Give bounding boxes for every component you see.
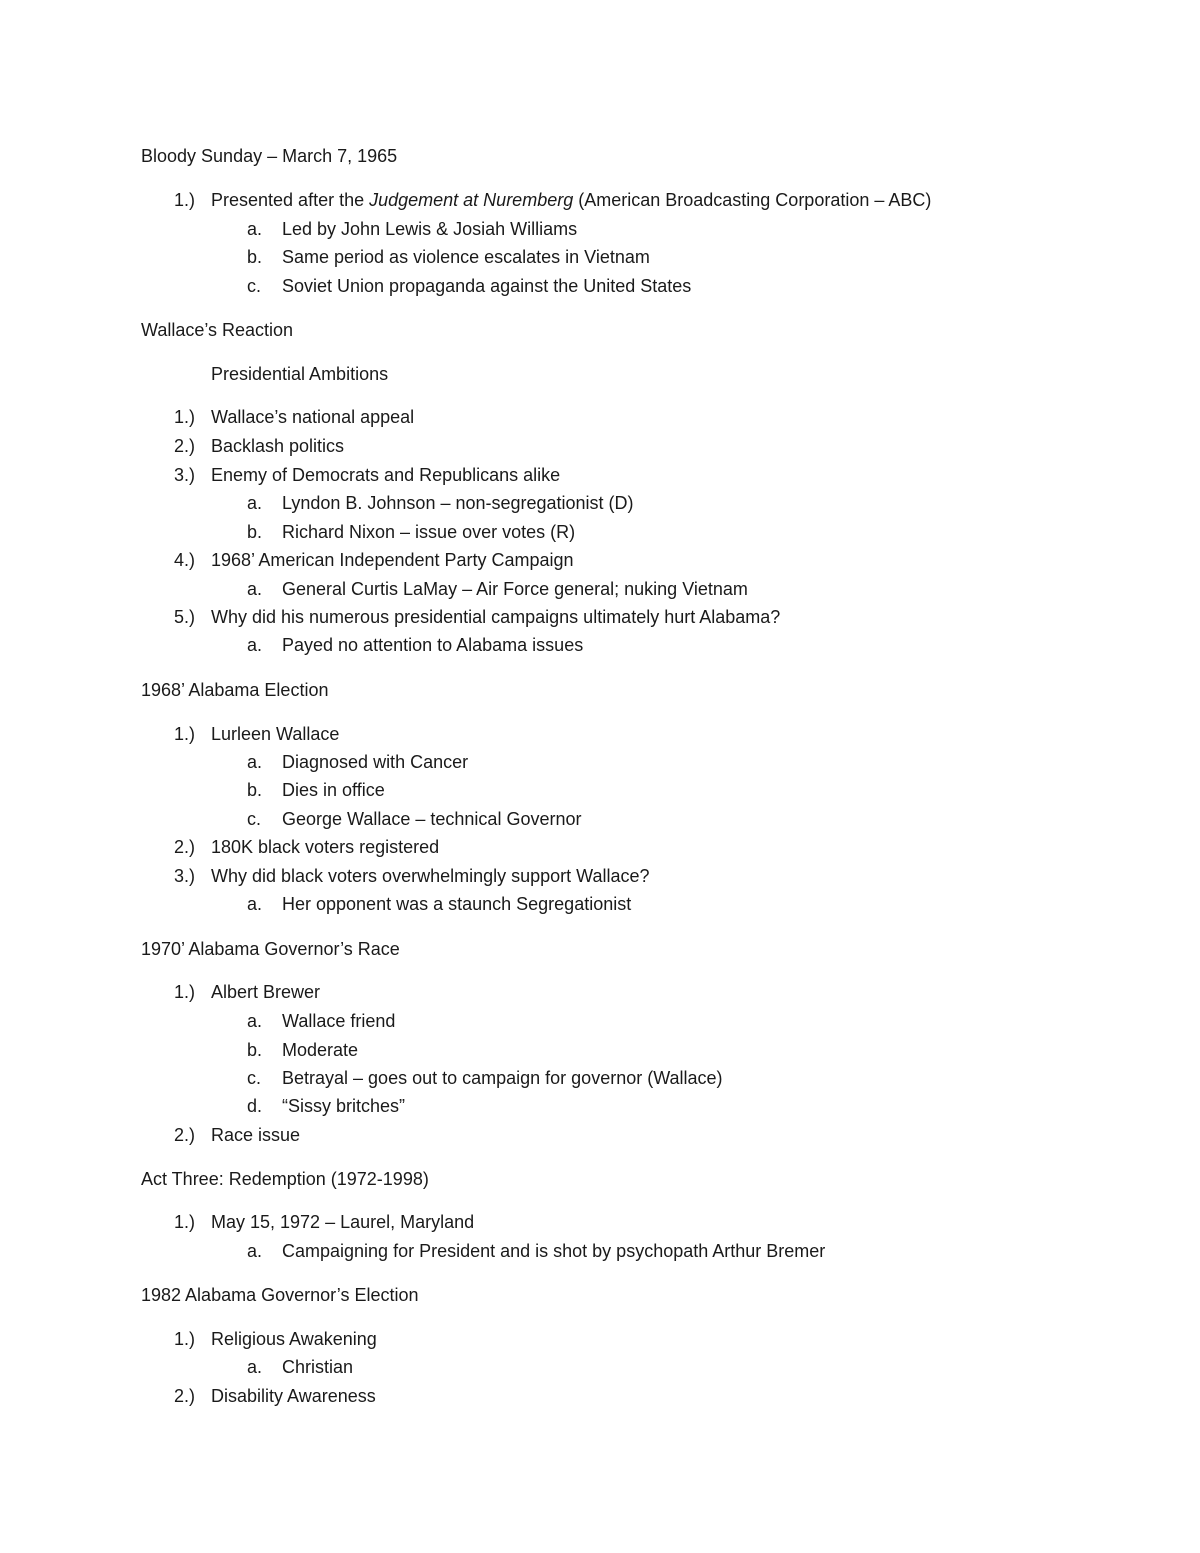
list-marker: a.	[247, 752, 263, 772]
list-text: Why did black voters overwhelmingly support Wallace?	[211, 866, 650, 886]
list-text: General Curtis LaMay – Air Force general; nuking Vietnam	[282, 579, 748, 599]
list-marker: b.	[247, 247, 263, 267]
list-text: Enemy of Democrats and Republicans alike	[211, 465, 561, 485]
list-text: Diagnosed with Cancer	[282, 752, 469, 772]
list-marker: 2.)	[174, 436, 196, 456]
list-text: Race issue	[211, 1125, 301, 1145]
list-marker: 3.)	[174, 465, 196, 485]
section-heading: 1968’ Alabama Election	[141, 680, 329, 700]
list-text: Disability Awareness	[211, 1386, 376, 1406]
list-marker: 1.)	[174, 1329, 196, 1349]
film-title: Judgement at Nuremberg	[369, 190, 574, 210]
text-after: (American Broadcasting Corporation – ABC)	[573, 190, 932, 210]
list-marker: a.	[247, 635, 263, 655]
list-marker: 2.)	[174, 837, 196, 857]
list-marker: a.	[247, 1011, 263, 1031]
list-marker: 5.)	[174, 607, 196, 627]
list-text: Betrayal – goes out to campaign for governor (Wallace)	[282, 1068, 723, 1088]
list-text: Dies in office	[282, 780, 385, 800]
list-text: Led by John Lewis & Josiah Williams	[282, 219, 578, 239]
list-marker: a.	[247, 493, 263, 513]
list-text: Soviet Union propaganda against the United States	[282, 276, 692, 296]
list-marker: a.	[247, 1241, 263, 1261]
list-marker: b.	[247, 780, 263, 800]
section-subheading: Presidential Ambitions	[211, 364, 389, 384]
list-marker: 1.)	[174, 407, 196, 427]
list-marker: 2.)	[174, 1386, 196, 1406]
list-text: “Sissy britches”	[282, 1096, 406, 1116]
list-marker: d.	[247, 1096, 263, 1116]
list-text: May 15, 1972 – Laurel, Maryland	[211, 1212, 475, 1232]
list-marker: 4.)	[174, 550, 196, 570]
section-heading: Act Three: Redemption (1972-1998)	[141, 1169, 429, 1189]
list-marker: c.	[247, 276, 262, 296]
list-text: George Wallace – technical Governor	[282, 809, 582, 829]
list-text: 180K black voters registered	[211, 837, 440, 857]
section-heading: 1970’ Alabama Governor’s Race	[141, 939, 400, 959]
section-heading: Bloody Sunday – March 7, 1965	[141, 146, 398, 166]
list-text: Lurleen Wallace	[211, 724, 340, 744]
list-marker: 2.)	[174, 1125, 196, 1145]
list-text: Religious Awakening	[211, 1329, 377, 1349]
list-marker: 1.)	[174, 190, 196, 210]
section-heading: 1982 Alabama Governor’s Election	[141, 1285, 419, 1305]
list-marker: a.	[247, 579, 263, 599]
list-text: Richard Nixon – issue over votes (R)	[282, 522, 576, 542]
list-marker: a.	[247, 1357, 263, 1377]
list-text: Her opponent was a staunch Segregationist	[282, 894, 632, 914]
list-marker: b.	[247, 1040, 263, 1060]
list-text: Payed no attention to Alabama issues	[282, 635, 584, 655]
list-marker: 1.)	[174, 982, 196, 1002]
list-text: Moderate	[282, 1040, 359, 1060]
list-marker: a.	[247, 219, 263, 239]
list-text: Backlash politics	[211, 436, 345, 456]
list-text: Same period as violence escalates in Vietnam	[282, 247, 650, 267]
list-text: Wallace’s national appeal	[211, 407, 415, 427]
list-marker: c.	[247, 809, 262, 829]
list-text: Christian	[282, 1357, 354, 1377]
list-marker: 3.)	[174, 866, 196, 886]
list-marker: a.	[247, 894, 263, 914]
list-text: Why did his numerous presidential campaigns ultimately hurt Alabama?	[211, 607, 781, 627]
list-text: Albert Brewer	[211, 982, 321, 1002]
list-text: Wallace friend	[282, 1011, 396, 1031]
list-marker: 1.)	[174, 724, 196, 744]
list-text: 1968’ American Independent Party Campaign	[211, 550, 574, 570]
list-text	[211, 188, 931, 212]
list-marker: b.	[247, 522, 263, 542]
text-before: Presented after the	[211, 190, 370, 210]
list-marker: c.	[247, 1068, 262, 1088]
list-text: Campaigning for President and is shot by psychopath Arthur Bremer	[282, 1241, 826, 1261]
list-marker: 1.)	[174, 1212, 196, 1232]
section-heading: Wallace’s Reaction	[141, 320, 294, 340]
list-text: Lyndon B. Johnson – non-segregationist (D)	[282, 493, 634, 513]
